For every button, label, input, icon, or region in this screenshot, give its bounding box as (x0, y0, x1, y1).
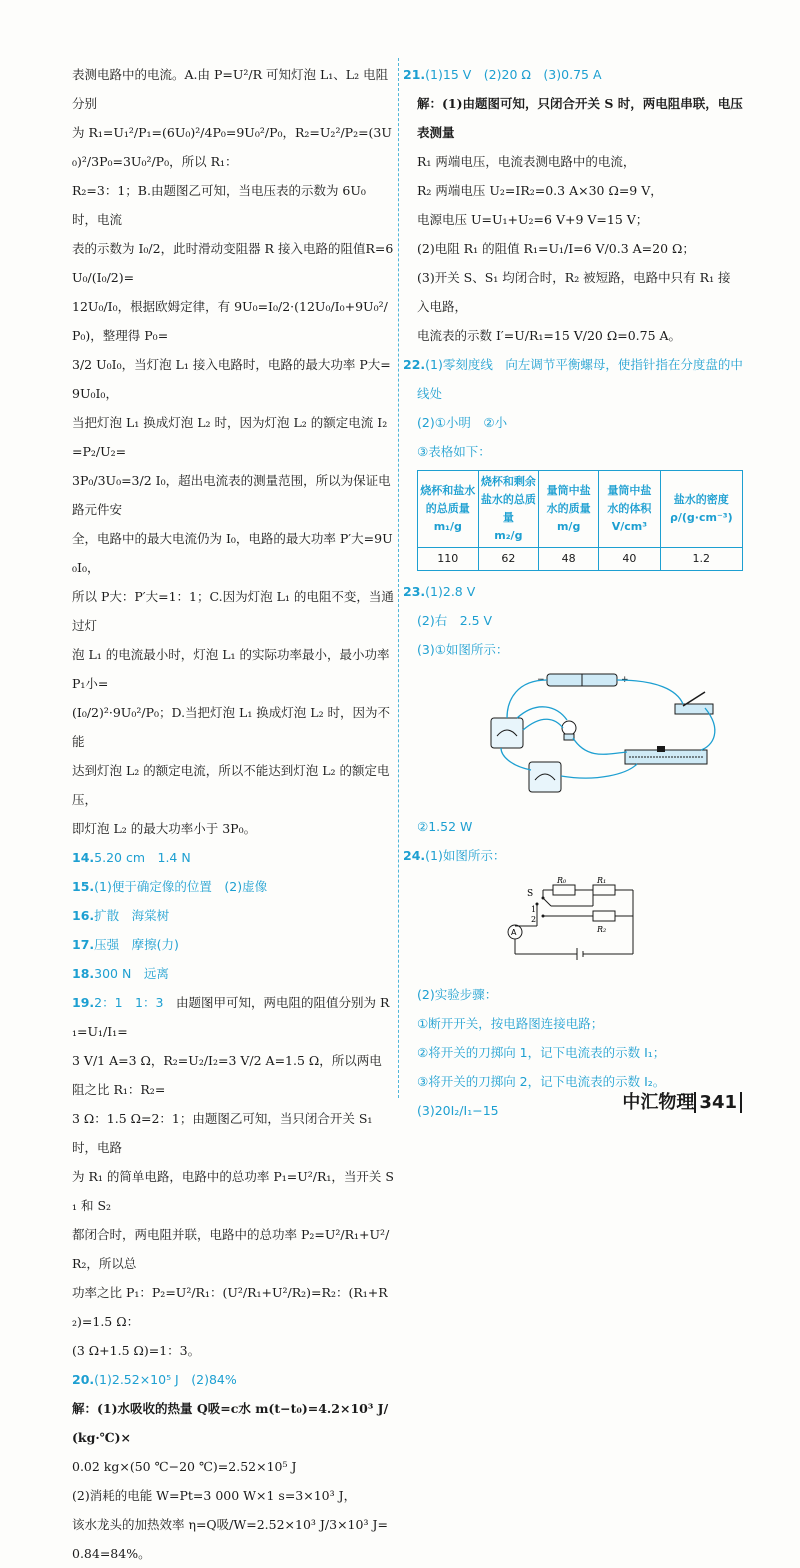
answer-line (403, 60, 743, 89)
solution-line: 全，电路中的最大电流仍为 I₀，电路的最大功率 P′大=9U₀I₀， (72, 531, 393, 575)
answer-text: (1)2.8 V (425, 584, 476, 599)
solution-line: 当把灯泡 L₁ 换成灯泡 L₂ 时，因为灯泡 L₂ 的额定电流 I₂=P₂/U₂= (72, 415, 388, 459)
resistor-label: R₁ (597, 876, 607, 885)
table-cell: 110 (418, 548, 479, 571)
table-cell: 40 (599, 548, 660, 571)
answer-line: 线处 (417, 386, 443, 401)
bulb-icon (562, 721, 576, 735)
answer-line: ①断开开关，按电路图连接电路； (417, 1016, 604, 1031)
q24-answer (403, 841, 743, 1125)
table-row (418, 548, 743, 571)
solution-line: 该水龙头的加热效率 η=Q吸/W=2.52×10³ J/3×10³ J=0.84=84%。 (72, 1517, 388, 1561)
q21-answer (403, 60, 743, 350)
solution-line: 电流表的示数 I′=U/R₁=15 V/20 Ω=0.75 A。 (417, 328, 682, 343)
physical-circuit-figure (403, 670, 743, 808)
question-number: 20. (72, 1372, 95, 1387)
question-number: 21. (403, 67, 426, 82)
q14-answer (72, 843, 394, 872)
switch-icon (675, 704, 713, 714)
answer-text: 5.20 cm 1.4 N (94, 850, 191, 865)
solution-line: 泡 L₁ 的电流最小时，灯泡 L₁ 的实际功率最小，最小功率 P₁小= (72, 647, 390, 691)
answer-text: (1)15 V (2)20 Ω (3)0.75 A (425, 67, 602, 82)
solution-text: 由题图甲可知，两电阻的阻值分别为 R₁=U₁/I₁= (72, 995, 390, 1039)
svg-text:+: + (621, 675, 629, 685)
solution-line: (2)电阻 R₁ 的阻值 R₁=U₁/I=6 V/0.3 A=20 Ω； (417, 241, 695, 256)
table-header-cell: 盐水的密度 ρ/(g·cm⁻³) (660, 471, 742, 548)
question-number: 15. (72, 879, 95, 894)
solution-line: 都闭合时，两电阻并联，电路中的总功率 P₂=U²/R₁+U²/R₂，所以总 (72, 1227, 390, 1271)
resistor-r2-icon (593, 911, 615, 921)
answer-text: 扩散 海棠树 (94, 908, 170, 923)
question-number: 22. (403, 357, 426, 372)
solution-line: 所以 P大：P′大=1：1；C.因为灯泡 L₁ 的电阻不变，当通过灯 (72, 589, 394, 633)
solution-line: 3/2 U₀I₀，当灯泡 L₁ 接入电路时，电路的最大功率 P大=9U₀I₀， (72, 357, 391, 401)
resistor-label: R₂ (597, 925, 607, 934)
table-header-row (418, 471, 743, 548)
answer-line: ②将开关的刀掷向 1，记下电流表的示数 I₁； (417, 1045, 666, 1060)
question-number: 14. (72, 850, 95, 865)
voltmeter-icon (491, 718, 523, 748)
solution-line: 达到灯泡 L₂ 的额定电流，所以不能达到灯泡 L₂ 的额定电压， (72, 763, 390, 807)
solution-line: 表的示数为 I₀/2，此时滑动变阻器 R 接入电路的阻值R=6U₀/(I₀/2)= (72, 241, 394, 285)
answer-line: (3)①如图所示： (417, 642, 509, 657)
table-cell: 48 (539, 548, 599, 571)
right-column (403, 60, 743, 1125)
q22-answer (403, 350, 743, 571)
terminal-label: 2 (531, 915, 537, 924)
book-title: 中汇物理 (622, 1092, 695, 1113)
switch-label: S (527, 889, 534, 899)
answer-line: (3)20I₂/I₁−15 (417, 1103, 499, 1118)
circuit-schematic (503, 876, 653, 966)
column-divider (398, 58, 399, 1098)
page-footer (622, 1088, 742, 1114)
resistor-r1-icon (593, 885, 615, 895)
solution-line: R₁ 两端电压，电流表测电路中的电流， (417, 154, 636, 169)
answer-text: (1)如图所示： (425, 848, 506, 863)
circuit-wiring-illustration (487, 670, 727, 798)
table-header-cell: 量筒中盐 水的体积 V/cm³ (599, 471, 660, 548)
solution-line: 解：(1)水吸收的热量 Q吸=c水 m(t−t₀)=4.2×10³ J/(kg·℃)× (72, 1401, 389, 1445)
solution-line: 3 Ω：1.5 Ω=2：1；由题图乙可知，当只闭合开关 S₁ 时，电路 (72, 1111, 373, 1155)
solution-line (72, 988, 394, 1046)
answer-line: (2)右 2.5 V (417, 613, 493, 628)
answer-line: (2)①小明 ②小 (417, 415, 508, 430)
table-cell: 62 (478, 548, 539, 571)
solution-line: 为 R₁ 的简单电路，电路中的总功率 P₁=U²/R₁，当开关 S₁ 和 S₂ (72, 1169, 394, 1213)
solution-line: 功率之比 P₁：P₂=U²/R₁：(U²/R₁+U²/R₂)=R₂：(R₁+R₂)=1.5 Ω： (72, 1285, 388, 1329)
table-header-cell: 烧杯和剩余 盐水的总质量 m₂/g (478, 471, 539, 548)
answer-line: ③将开关的刀掷向 2，记下电流表的示数 I₂。 (417, 1074, 666, 1089)
q17-answer (72, 930, 394, 959)
question-number: 18. (72, 966, 95, 981)
question-number: 24. (403, 848, 426, 863)
question-number: 19. (72, 995, 95, 1010)
solution-line: (3 Ω+1.5 Ω)=1：3。 (72, 1343, 201, 1358)
table-cell: 1.2 (660, 548, 742, 571)
answer-line (403, 577, 743, 606)
solution-line: 0.02 kg×(50 ℃−20 ℃)=2.52×10⁵ J (72, 1459, 297, 1474)
answer-text: (1)零刻度线 向左调节平衡螺母，使指针指在分度盘的中 (425, 357, 743, 372)
q19-answer (72, 988, 394, 1365)
solution-line: 3P₀/3U₀=3/2 I₀，超出电流表的测量范围，所以为保证电路元件安 (72, 473, 391, 517)
solution-line: 电源电压 U=U₁+U₂=6 V+9 V=15 V； (417, 212, 649, 227)
resistor-label: R₀ (557, 876, 567, 885)
q23-answer (403, 577, 743, 841)
left-column (72, 60, 394, 1568)
solution-line: (3)开关 S、S₁ 均闭合时，R₂ 被短路，电路中只有 R₁ 接入电路， (417, 270, 731, 314)
question-number: 16. (72, 908, 95, 923)
answer-text: (1)便于确定像的位置 (2)虚像 (94, 879, 268, 894)
answer-text: (1)2.52×10⁵ J (2)84% (94, 1372, 237, 1387)
solution-line: 即灯泡 L₂ 的最大功率小于 3P₀。 (72, 821, 257, 836)
q18-answer (72, 959, 394, 988)
answer-line (403, 350, 743, 379)
table-header-cell: 烧杯和盐水 的总质量 m₁/g (418, 471, 479, 548)
solution-line: R₂=3：1；B.由题图乙可知，当电压表的示数为 6U₀ 时，电流 (72, 183, 366, 227)
ammeter-label: A (511, 928, 517, 937)
svg-text:−: − (537, 675, 545, 685)
solution-line: 表测电路中的电流。A.由 P=U²/R 可知灯泡 L₁、L₂ 电阻分别 (72, 67, 389, 111)
answer-text: 2：1 1：3 (94, 995, 164, 1010)
solution-line: (I₀/2)²·9U₀²/P₀；D.当把灯泡 L₁ 换成灯泡 L₂ 时，因为不能 (72, 705, 391, 749)
answer-line: (2)实验步骤： (417, 987, 498, 1002)
solution-line: (2)消耗的电能 W=Pt=3 000 W×1 s=3×10³ J， (72, 1488, 357, 1503)
terminal-label: 1 (531, 905, 537, 914)
ammeter-icon (529, 762, 561, 792)
solution-line: 3 V/1 A=3 Ω，R₂=U₂/I₂=3 V/2 A=1.5 Ω，所以两电阻之比 R₁：R₂= (72, 1053, 382, 1097)
answer-line: ②1.52 W (417, 819, 473, 834)
answer-line: ③表格如下： (417, 444, 491, 459)
page-number: 341 (694, 1092, 742, 1113)
question-number: 17. (72, 937, 95, 952)
resistor-r0-icon (553, 885, 575, 895)
circuit-diagram (403, 876, 743, 976)
density-table (417, 470, 743, 571)
solution-line: 解：(1)由题图可知，只闭合开关 S 时，两电阻串联，电压表测量 (417, 96, 743, 140)
answer-line (72, 1365, 394, 1394)
q15-answer (72, 872, 394, 901)
table-header-cell: 量筒中盐 水的质量 m/g (539, 471, 599, 548)
answer-text: 压强 摩擦(力) (94, 937, 179, 952)
q13-solution (72, 60, 394, 843)
solution-line: 12U₀/I₀，根据欧姆定律，有 9U₀=I₀/2·(12U₀/I₀+9U₀²/P₀)，整理得 P₀= (72, 299, 388, 343)
q20-answer (72, 1365, 394, 1568)
q16-answer (72, 901, 394, 930)
answer-text: 300 N 远离 (94, 966, 169, 981)
answer-line (403, 841, 743, 870)
solution-line: R₂ 两端电压 U₂=IR₂=0.3 A×30 Ω=9 V， (417, 183, 663, 198)
question-number: 23. (403, 584, 426, 599)
solution-line: 为 R₁=U₁²/P₁=(6U₀)²/4P₀=9U₀²/P₀，R₂=U₂²/P₂=(3U₀)²/3P₀=3U₀²/P₀，所以 R₁： (72, 125, 392, 169)
